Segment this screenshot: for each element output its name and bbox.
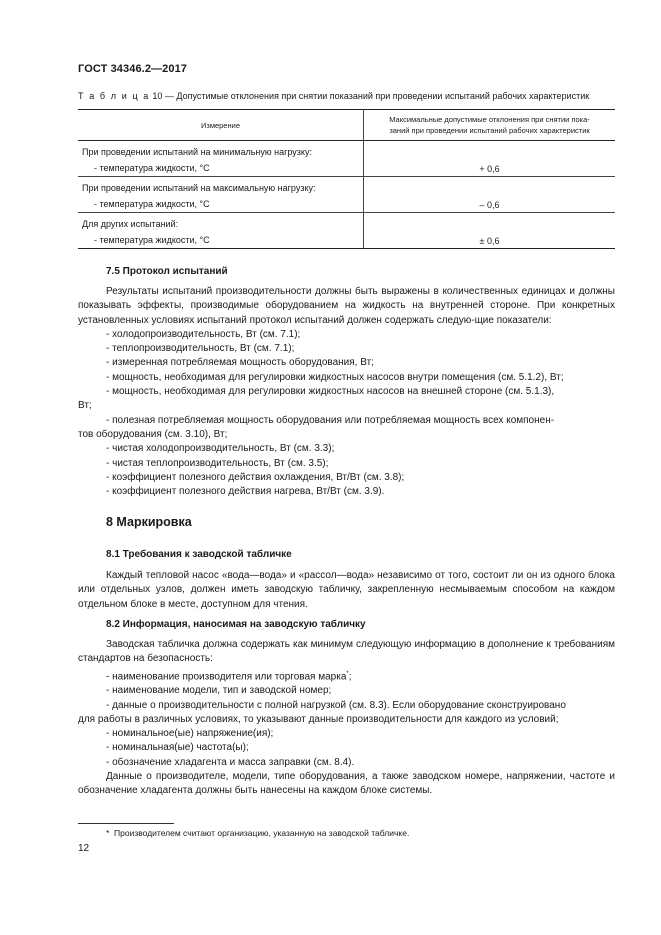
list-item: - номинальная(ые) частота(ы); bbox=[106, 742, 249, 754]
table-caption-text: 10 — Допустимые отклонения при снятии показаний при проведении испытаний рабочих характеристик bbox=[149, 91, 590, 101]
row-item: - температура жидкости, °С bbox=[94, 163, 210, 173]
section-8-heading: 8 Маркировка bbox=[106, 515, 192, 529]
table-cell-measurement bbox=[78, 141, 364, 177]
section-7-5-body bbox=[78, 285, 615, 499]
list-item: - мощность, необходимая для регулировки жидкостных насосов внутри помещения (см. 5.1.2), Вт; bbox=[106, 371, 564, 383]
table-cell-value: – 0,6 bbox=[364, 177, 616, 213]
list-item: - полезная потребляемая мощность оборудования или потребляемая мощность всех компонен- bbox=[106, 414, 555, 426]
footnote-text: Производителем считают организацию, указанную на заводской табличке. bbox=[114, 828, 410, 838]
list-item: - коэффициент полезного действия охлаждения, Вт/Вт (см. 3.8); bbox=[106, 471, 405, 483]
table-header-tolerance-line1: Максимальные допустимые отклонения при снятии пока- bbox=[389, 115, 590, 124]
section-8-1-heading: 8.1 Требования к заводской табличке bbox=[106, 549, 292, 560]
footnote bbox=[106, 828, 409, 838]
table-header-measurement: Измерение bbox=[78, 110, 364, 141]
list-item: - обозначение хладагента и масса заправки (см. 8.4). bbox=[106, 756, 355, 768]
row-title: При проведении испытаний на минимальную нагрузку: bbox=[82, 147, 312, 157]
list-item-text: - наименование производителя или торговая марка bbox=[106, 670, 347, 682]
table-caption-label: Т а б л и ц а bbox=[78, 91, 150, 101]
list-item: - номинальное(ые) напряжение(ия); bbox=[106, 728, 274, 740]
row-title: При проведении испытаний на максимальную нагрузку: bbox=[82, 183, 316, 193]
list-item: - измеренная потребляемая мощность оборудования, Вт; bbox=[106, 357, 374, 369]
section-8-1-paragraph: Каждый тепловой насос «вода—вода» и «рассол—вода» независимо от того, состоит ли он из одного блока или отдельных узлов, должен иметь заводскую табличку, закрепленную несмываемым способом на каждом отдельном блоке в месте, доступном для чтения. bbox=[78, 570, 615, 610]
section-8-2-heading: 8.2 Информация, наносимая на заводскую табличку bbox=[106, 619, 366, 630]
list-item: - наименование модели, тип и заводской номер; bbox=[106, 685, 332, 697]
standard-code-header: ГОСТ 34346.2—2017 bbox=[78, 63, 188, 75]
tolerance-table bbox=[78, 109, 615, 249]
table-cell-value: + 0,6 bbox=[364, 141, 616, 177]
table-row bbox=[78, 213, 615, 249]
list-item-continuation: для работы в различных условиях, то указывают данные производительности для каждого из условий; bbox=[78, 713, 559, 725]
section-7-5-paragraph: Результаты испытаний производительности должны быть выражены в количественных единицах и должны показывать эффекты, производимые оборудованием на жидкость на внутренней стороне. При конкретных установленных условиях испытаний протокол испытаний должен содержать следую-щие показатели: bbox=[78, 286, 615, 326]
table-header-tolerance bbox=[364, 110, 616, 141]
row-item: - температура жидкости, °С bbox=[94, 235, 210, 245]
row-item: - температура жидкости, °С bbox=[94, 199, 210, 209]
row-title: Для других испытаний: bbox=[82, 219, 179, 229]
footnote-mark: * bbox=[106, 828, 110, 838]
list-item-continuation: тов оборудования (см. 3.10), Вт; bbox=[78, 428, 228, 440]
table-row bbox=[78, 141, 615, 177]
table-caption bbox=[78, 91, 589, 101]
section-8-2-paragraph-2: Данные о производителе, модели, типе оборудования, а также заводском номере, напряжении, частоте и обозначение хладагента должны быть нанесены на каждом блоке системы. bbox=[78, 771, 615, 797]
list-item: - коэффициент полезного действия нагрева, Вт/Вт (см. 3.9). bbox=[106, 486, 385, 498]
table-header-row bbox=[78, 110, 615, 141]
list-item bbox=[78, 667, 615, 685]
table-cell-value: ± 0,6 bbox=[364, 213, 616, 249]
table-row bbox=[78, 177, 615, 213]
table-header-tolerance-line2: заний при проведении испытаний рабочих характеристик bbox=[389, 126, 590, 135]
list-item-end: ; bbox=[348, 670, 352, 682]
list-item-continuation: Вт; bbox=[78, 400, 92, 412]
list-item: - чистая холодопроизводительность, Вт (см. 3.3); bbox=[106, 443, 335, 455]
page-number: 12 bbox=[78, 843, 90, 854]
list-item: - теплопроизводительность, Вт (см. 7.1); bbox=[106, 343, 295, 355]
list-item: - холодопроизводительность, Вт (см. 7.1); bbox=[106, 328, 301, 340]
list-item: - данные о производительности с полной нагрузкой (см. 8.3). Если оборудование сконструировано bbox=[106, 699, 566, 711]
section-8-2-paragraph: Заводская табличка должна содержать как минимум следующую информацию в дополнение к требованиям стандартов на безопасность: bbox=[78, 639, 615, 665]
section-8-1-body bbox=[78, 569, 615, 612]
section-7-5-heading: 7.5 Протокол испытаний bbox=[106, 266, 228, 277]
footnote-divider bbox=[78, 823, 174, 824]
table-cell-measurement bbox=[78, 213, 364, 249]
footnote-marker: * bbox=[346, 670, 349, 677]
table-cell-measurement bbox=[78, 177, 364, 213]
section-8-2-body bbox=[78, 638, 615, 799]
list-item: - чистая теплопроизводительность, Вт (см. 3.5); bbox=[106, 457, 329, 469]
list-item: - мощность, необходимая для регулировки жидкостных насосов на внешней стороне (см. 5.1.3), bbox=[106, 386, 555, 398]
